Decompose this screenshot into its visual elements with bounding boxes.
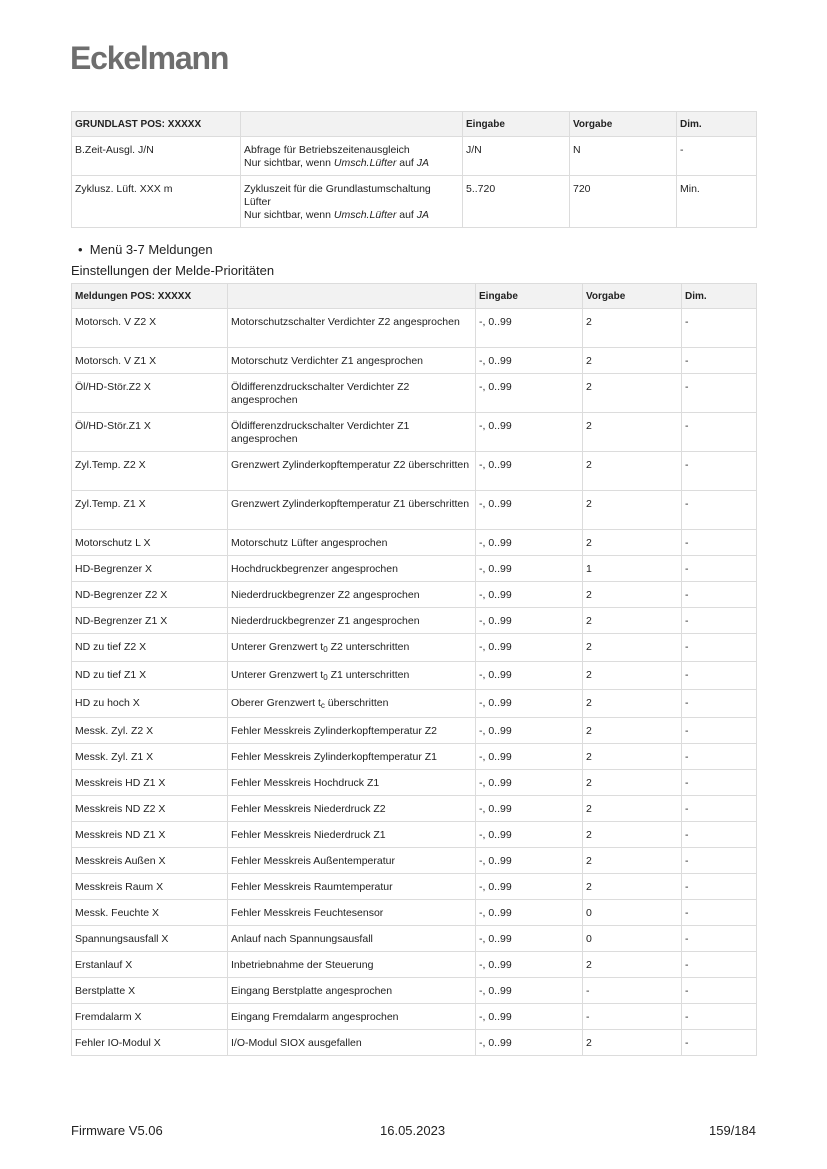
cell-name: ND-Begrenzer Z1 X (72, 608, 228, 634)
cell-name: Messk. Zyl. Z2 X (72, 718, 228, 744)
cell-description (228, 634, 476, 662)
cell-vorgabe: 2 (583, 770, 682, 796)
cell-eingabe: J/N (463, 137, 570, 176)
cell-description: Öldifferenzdruckschalter Verdichter Z1 angesprochen (228, 413, 476, 452)
footer-page-number: 159/184 (709, 1123, 756, 1138)
table-row (72, 874, 757, 900)
cell-description: Motorschutzschalter Verdichter Z2 angesprochen (228, 309, 476, 348)
cell-dim: - (682, 744, 757, 770)
table-row (72, 662, 757, 690)
cell-eingabe: -, 0..99 (476, 452, 583, 491)
description-text-rest: Z2 unterschritten (327, 641, 410, 653)
table-row (72, 926, 757, 952)
cell-name: Spannungsausfall X (72, 926, 228, 952)
cell-dim: - (682, 1030, 757, 1056)
column-header-vorgabe: Vorgabe (583, 284, 682, 309)
cell-description: Anlauf nach Spannungsausfall (228, 926, 476, 952)
description-subscript: c (320, 701, 325, 710)
table-row (72, 952, 757, 978)
cell-vorgabe: 2 (583, 530, 682, 556)
cell-dim: Min. (677, 176, 757, 228)
cell-eingabe: -, 0..99 (476, 900, 583, 926)
cell-vorgabe: 2 (583, 796, 682, 822)
cell-name: Fehler IO-Modul X (72, 1030, 228, 1056)
cell-dim: - (682, 952, 757, 978)
cell-description: Öldifferenzdruckschalter Verdichter Z2 angesprochen (228, 374, 476, 413)
eckelmann-logo: Eckelmann (70, 40, 229, 76)
cell-name: Messkreis ND Z1 X (72, 822, 228, 848)
table-row (72, 634, 757, 662)
cell-vorgabe: 1 (583, 556, 682, 582)
table-row (72, 770, 757, 796)
column-header-name: GRUNDLAST POS: XXXXX (72, 112, 241, 137)
meldungen-table (71, 283, 757, 1056)
cell-dim: - (682, 978, 757, 1004)
cell-dim: - (682, 848, 757, 874)
cell-vorgabe: 2 (583, 848, 682, 874)
cell-description: Motorschutz Verdichter Z1 angesprochen (228, 348, 476, 374)
table-row (72, 582, 757, 608)
cell-dim: - (682, 309, 757, 348)
cell-vorgabe: 2 (583, 822, 682, 848)
cell-dim: - (682, 491, 757, 530)
column-header-dim: Dim. (682, 284, 757, 309)
cell-vorgabe: 2 (583, 582, 682, 608)
grundlast-table (71, 111, 757, 228)
table-header-row (72, 284, 757, 309)
description-note: Nur sichtbar, wenn (244, 157, 334, 169)
description-note-mid: auf (396, 209, 417, 221)
cell-dim: - (682, 582, 757, 608)
cell-vorgabe: 2 (583, 374, 682, 413)
table-row (72, 744, 757, 770)
cell-vorgabe: - (583, 1004, 682, 1030)
cell-vorgabe: 720 (570, 176, 677, 228)
cell-vorgabe: 2 (583, 744, 682, 770)
cell-description: Fehler Messkreis Niederdruck Z1 (228, 822, 476, 848)
cell-eingabe: -, 0..99 (476, 662, 583, 690)
cell-eingabe: -, 0..99 (476, 952, 583, 978)
cell-description: Grenzwert Zylinderkopftemperatur Z2 überschritten (228, 452, 476, 491)
cell-eingabe: -, 0..99 (476, 718, 583, 744)
cell-description: Fehler Messkreis Zylinderkopftemperatur Z1 (228, 744, 476, 770)
cell-vorgabe: 2 (583, 491, 682, 530)
table-header-row (72, 112, 757, 137)
cell-description: Niederdruckbegrenzer Z2 angesprochen (228, 582, 476, 608)
cell-name: Erstanlauf X (72, 952, 228, 978)
cell-eingabe: -, 0..99 (476, 744, 583, 770)
description-text: Oberer Grenzwert t (231, 697, 321, 709)
table-row (72, 556, 757, 582)
description-text-rest: Z1 unterschritten (327, 669, 410, 681)
cell-eingabe: -, 0..99 (476, 582, 583, 608)
cell-name: HD zu hoch X (72, 690, 228, 718)
cell-description: Fehler Messkreis Niederdruck Z2 (228, 796, 476, 822)
cell-name: Fremdalarm X (72, 1004, 228, 1030)
cell-vorgabe: 0 (583, 900, 682, 926)
column-header-eingabe: Eingabe (476, 284, 583, 309)
description-note: Nur sichtbar, wenn (244, 209, 334, 221)
table-row (72, 796, 757, 822)
description-text-rest: überschritten (324, 697, 389, 709)
cell-dim: - (677, 137, 757, 176)
cell-description: Motorschutz Lüfter angesprochen (228, 530, 476, 556)
cell-name: Öl/HD-Stör.Z1 X (72, 413, 228, 452)
cell-dim: - (682, 556, 757, 582)
column-header-name: Meldungen POS: XXXXX (72, 284, 228, 309)
section-bullet-text: Menü 3-7 Meldungen (89, 242, 213, 257)
section-subtitle: Einstellungen der Melde-Prioritäten (71, 263, 275, 278)
cell-vorgabe: 0 (583, 926, 682, 952)
cell-dim: - (682, 662, 757, 690)
cell-eingabe: -, 0..99 (476, 690, 583, 718)
cell-dim: - (682, 348, 757, 374)
table-row (72, 374, 757, 413)
cell-eingabe: -, 0..99 (476, 926, 583, 952)
table-row (72, 718, 757, 744)
cell-name: Zyl.Temp. Z2 X (72, 452, 228, 491)
table-row (72, 822, 757, 848)
cell-vorgabe: - (583, 978, 682, 1004)
cell-eingabe: -, 0..99 (476, 978, 583, 1004)
cell-dim: - (682, 608, 757, 634)
cell-eingabe: 5..720 (463, 176, 570, 228)
cell-name: Messkreis Raum X (72, 874, 228, 900)
cell-name: Öl/HD-Stör.Z2 X (72, 374, 228, 413)
description-note-mid: auf (396, 157, 417, 169)
cell-name: Messkreis HD Z1 X (72, 770, 228, 796)
cell-description: Fehler Messkreis Hochdruck Z1 (228, 770, 476, 796)
table-row (72, 452, 757, 491)
cell-vorgabe: 2 (583, 634, 682, 662)
cell-description: Fehler Messkreis Feuchtesensor (228, 900, 476, 926)
cell-eingabe: -, 0..99 (476, 634, 583, 662)
cell-name: ND zu tief Z1 X (72, 662, 228, 690)
cell-description: Hochdruckbegrenzer angesprochen (228, 556, 476, 582)
cell-name: B.Zeit-Ausgl. J/N (72, 137, 241, 176)
cell-vorgabe: 2 (583, 1030, 682, 1056)
cell-eingabe: -, 0..99 (476, 770, 583, 796)
cell-eingabe: -, 0..99 (476, 348, 583, 374)
cell-description: Fehler Messkreis Zylinderkopftemperatur Z2 (228, 718, 476, 744)
cell-eingabe: -, 0..99 (476, 848, 583, 874)
cell-dim: - (682, 822, 757, 848)
cell-dim: - (682, 1004, 757, 1030)
table-row (72, 137, 757, 176)
cell-description: Fehler Messkreis Raumtemperatur (228, 874, 476, 900)
cell-eingabe: -, 0..99 (476, 1004, 583, 1030)
table-row (72, 1004, 757, 1030)
table-row (72, 491, 757, 530)
cell-vorgabe: 2 (583, 608, 682, 634)
section-bullet: • Menü 3-7 Meldungen (78, 242, 213, 257)
cell-eingabe: -, 0..99 (476, 796, 583, 822)
description-note-value: JA (416, 157, 430, 169)
description-note-value: JA (416, 209, 430, 221)
table-row (72, 1030, 757, 1056)
cell-dim: - (682, 374, 757, 413)
cell-eingabe: -, 0..99 (476, 1030, 583, 1056)
cell-eingabe: -, 0..99 (476, 491, 583, 530)
cell-eingabe: -, 0..99 (476, 309, 583, 348)
cell-description: Grenzwert Zylinderkopftemperatur Z1 überschritten (228, 491, 476, 530)
cell-name: Zyklusz. Lüft. XXX m (72, 176, 241, 228)
cell-name: ND zu tief Z2 X (72, 634, 228, 662)
cell-name: ND-Begrenzer Z2 X (72, 582, 228, 608)
column-header-description (228, 284, 476, 309)
cell-eingabe: -, 0..99 (476, 822, 583, 848)
cell-vorgabe: 2 (583, 690, 682, 718)
cell-dim: - (682, 900, 757, 926)
cell-eingabe: -, 0..99 (476, 374, 583, 413)
cell-vorgabe: 2 (583, 413, 682, 452)
cell-eingabe: -, 0..99 (476, 608, 583, 634)
cell-vorgabe: N (570, 137, 677, 176)
cell-description: I/O-Modul SIOX ausgefallen (228, 1030, 476, 1056)
cell-vorgabe: 2 (583, 718, 682, 744)
cell-dim: - (682, 634, 757, 662)
column-header-vorgabe: Vorgabe (570, 112, 677, 137)
cell-name: HD-Begrenzer X (72, 556, 228, 582)
cell-description: Eingang Berstplatte angesprochen (228, 978, 476, 1004)
cell-description (241, 137, 463, 176)
cell-dim: - (682, 690, 757, 718)
description-note-param: Umsch.Lüfter (333, 157, 397, 169)
table-row (72, 608, 757, 634)
cell-description (241, 176, 463, 228)
cell-dim: - (682, 530, 757, 556)
cell-dim: - (682, 452, 757, 491)
table-row (72, 978, 757, 1004)
cell-vorgabe: 2 (583, 309, 682, 348)
cell-description: Eingang Fremdalarm angesprochen (228, 1004, 476, 1030)
cell-eingabe: -, 0..99 (476, 874, 583, 900)
cell-name: Motorsch. V Z2 X (72, 309, 228, 348)
column-header-description (241, 112, 463, 137)
description-subscript: 0 (323, 673, 328, 682)
cell-dim: - (682, 874, 757, 900)
cell-name: Messkreis Außen X (72, 848, 228, 874)
cell-vorgabe: 2 (583, 452, 682, 491)
footer-firmware: Firmware V5.06 (71, 1123, 163, 1138)
cell-dim: - (682, 718, 757, 744)
cell-eingabe: -, 0..99 (476, 530, 583, 556)
table-row (72, 530, 757, 556)
cell-description (228, 662, 476, 690)
table-row (72, 309, 757, 348)
description-subscript: 0 (323, 645, 328, 654)
description-line1: Zykluszeit für die Grundlastumschaltung Lüfter (244, 183, 431, 208)
cell-vorgabe: 2 (583, 874, 682, 900)
cell-description: Fehler Messkreis Außentemperatur (228, 848, 476, 874)
table-row (72, 848, 757, 874)
table-row (72, 690, 757, 718)
table-row (72, 413, 757, 452)
cell-name: Motorsch. V Z1 X (72, 348, 228, 374)
cell-dim: - (682, 796, 757, 822)
column-header-eingabe: Eingabe (463, 112, 570, 137)
cell-eingabe: -, 0..99 (476, 413, 583, 452)
cell-dim: - (682, 413, 757, 452)
cell-dim: - (682, 926, 757, 952)
footer-date: 16.05.2023 (380, 1123, 446, 1138)
cell-description: Niederdruckbegrenzer Z1 angesprochen (228, 608, 476, 634)
cell-description: Inbetriebnahme der Steuerung (228, 952, 476, 978)
cell-name: Messk. Feuchte X (72, 900, 228, 926)
cell-description (228, 690, 476, 718)
cell-dim: - (682, 770, 757, 796)
cell-vorgabe: 2 (583, 662, 682, 690)
cell-name: Messkreis ND Z2 X (72, 796, 228, 822)
description-line1: Abfrage für Betriebszeitenausgleich (244, 144, 410, 156)
table-row (72, 348, 757, 374)
cell-name: Motorschutz L X (72, 530, 228, 556)
cell-name: Berstplatte X (72, 978, 228, 1004)
cell-eingabe: -, 0..99 (476, 556, 583, 582)
table-row (72, 176, 757, 228)
cell-vorgabe: 2 (583, 348, 682, 374)
cell-name: Messk. Zyl. Z1 X (72, 744, 228, 770)
column-header-dim: Dim. (677, 112, 757, 137)
cell-name: Zyl.Temp. Z1 X (72, 491, 228, 530)
description-text: Unterer Grenzwert t (231, 641, 324, 653)
cell-vorgabe: 2 (583, 952, 682, 978)
table-row (72, 900, 757, 926)
description-note-param: Umsch.Lüfter (333, 209, 397, 221)
description-text: Unterer Grenzwert t (231, 669, 324, 681)
